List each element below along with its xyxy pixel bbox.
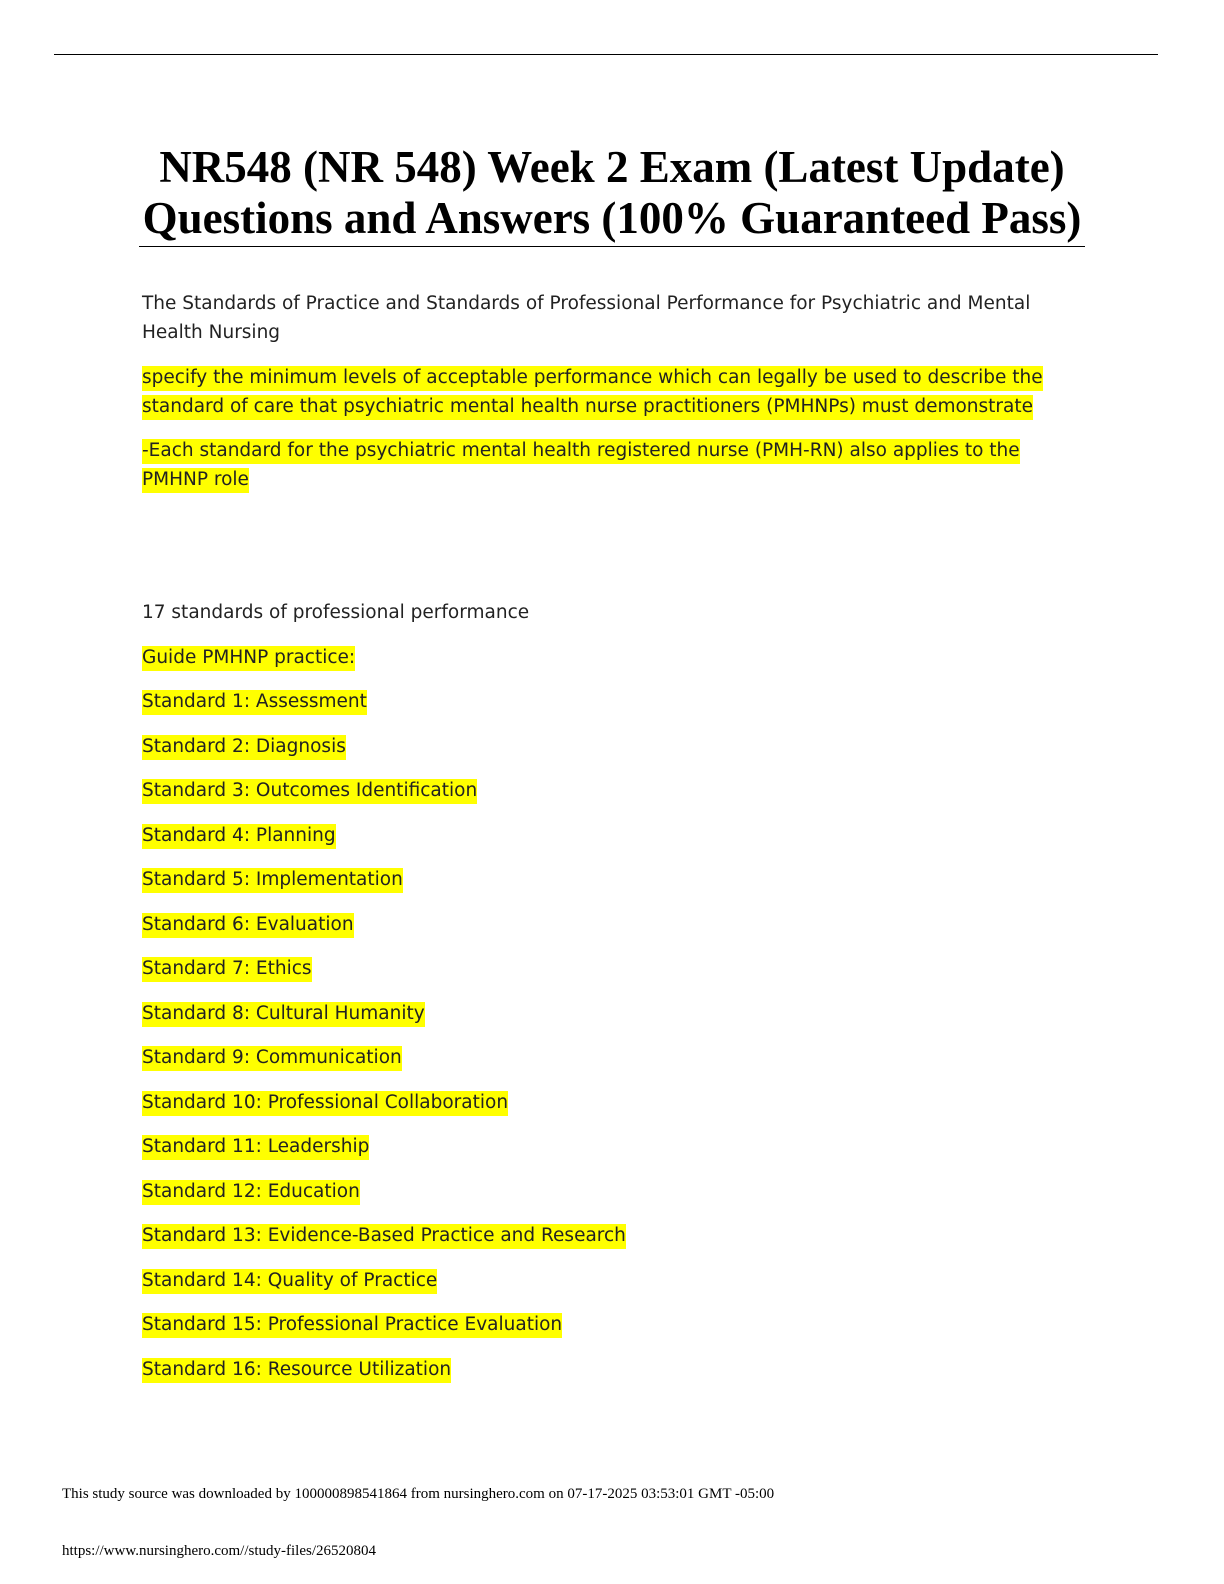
highlighted-answer: Guide PMHNP practice: [142, 646, 355, 671]
standard-label: Standard 4: Planning [142, 824, 336, 849]
standard-label: Standard 13: Evidence-Based Practice and Research [142, 1224, 626, 1249]
list-item-standard-2 [142, 732, 1072, 761]
list-item-standard-4 [142, 821, 1072, 850]
answer-each-standard [142, 436, 1072, 494]
question-text: The Standards of Practice and Standards of Professional Performance for Psychiatric and Mental Health Nursing [142, 293, 1031, 343]
list-item-standard-3 [142, 776, 1072, 805]
list-item-standard-9 [142, 1043, 1072, 1072]
question-standards-of-practice [142, 289, 1072, 347]
standard-label: Standard 9: Communication [142, 1046, 402, 1071]
standard-label: Standard 5: Implementation [142, 868, 403, 893]
list-item-standard-1 [142, 687, 1072, 716]
standard-label: Standard 11: Leadership [142, 1135, 369, 1160]
list-item-standard-12 [142, 1177, 1072, 1206]
source-url-link[interactable]: https://www.nursinghero.com//study-files/26520804 [62, 1543, 377, 1559]
list-item-standard-11 [142, 1132, 1072, 1161]
list-item-standard-10 [142, 1088, 1072, 1117]
standard-label: Standard 7: Ethics [142, 957, 312, 982]
top-divider [54, 54, 1158, 55]
standard-label: Standard 15: Professional Practice Evaluation [142, 1313, 562, 1338]
question-17-standards [142, 598, 1072, 627]
list-item-standard-8 [142, 999, 1072, 1028]
list-item-standard-5 [142, 865, 1072, 894]
list-item-standard-15 [142, 1310, 1072, 1339]
standard-label: Standard 14: Quality of Practice [142, 1269, 437, 1294]
title-line-2: Questions and Answers (100% Guaranteed Pass) [142, 193, 1082, 243]
highlighted-answer: -Each standard for the psychiatric mental health registered nurse (PMH-RN) also applies to the PMHNP role [142, 439, 1020, 493]
highlighted-answer: specify the minimum levels of acceptable performance which can legally be used to describe the standard of care that psychiatric mental health nurse practitioners (PMHNPs) must demonstrate [142, 366, 1043, 420]
title-underlined-block [139, 142, 1086, 247]
standard-label: Standard 8: Cultural Humanity [142, 1002, 425, 1027]
list-item-standard-16 [142, 1355, 1072, 1384]
list-item-standard-14 [142, 1266, 1072, 1295]
standard-label: Standard 6: Evaluation [142, 913, 354, 938]
standard-label: Standard 2: Diagnosis [142, 735, 346, 760]
standard-label: Standard 1: Assessment [142, 690, 367, 715]
standard-label: Standard 16: Resource Utilization [142, 1358, 451, 1383]
standard-label: Standard 12: Education [142, 1180, 360, 1205]
document-title [0, 142, 1224, 247]
list-item-standard-6 [142, 910, 1072, 939]
answer-minimum-levels [142, 363, 1072, 421]
title-line-1: NR548 (NR 548) Week 2 Exam (Latest Update) [159, 142, 1065, 192]
question-text: 17 standards of professional performance [142, 602, 530, 623]
standard-label: Standard 3: Outcomes Identification [142, 779, 477, 804]
download-notice: This study source was downloaded by 100000898541864 from nursinghero.com on 07-17-2025 03:53:01 GMT -05:00 [62, 1486, 775, 1502]
list-item-standard-13 [142, 1221, 1072, 1250]
standard-label: Standard 10: Professional Collaboration [142, 1091, 508, 1116]
answer-guide-intro [142, 643, 1072, 672]
list-item-standard-7 [142, 954, 1072, 983]
